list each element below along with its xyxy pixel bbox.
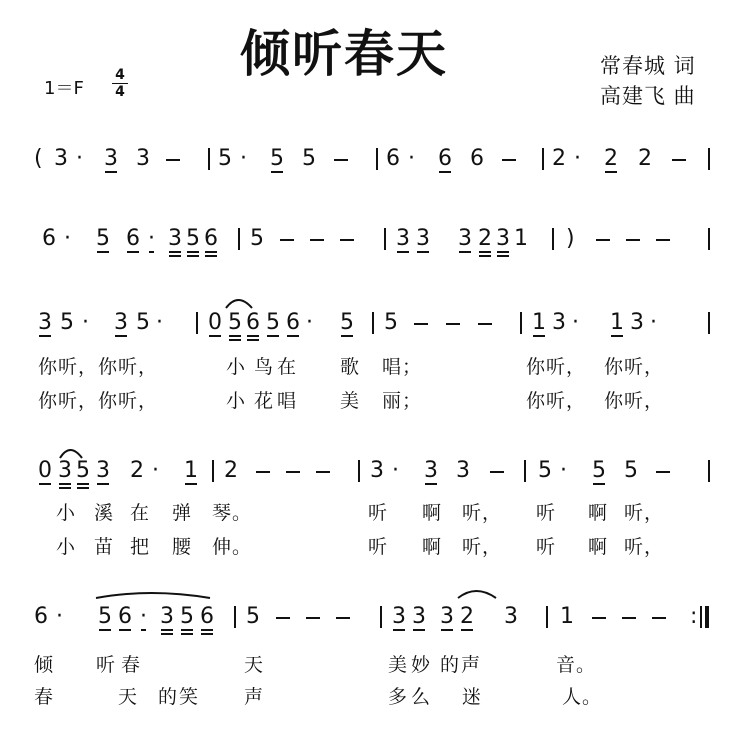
note: 0 [38, 458, 52, 483]
lyric: 听， [462, 502, 503, 524]
slur-mark [458, 591, 496, 598]
lyric: 溪 [94, 502, 115, 524]
note: · [572, 310, 579, 335]
note: 2 [478, 226, 492, 251]
lyric: 把 [130, 536, 151, 558]
note: 3 [104, 146, 118, 171]
note: 1 [610, 310, 624, 335]
note: 3 [96, 458, 110, 483]
lyric: 伸。 [212, 536, 253, 558]
dash [656, 471, 670, 473]
note: 5 [270, 146, 284, 171]
note: 0 [208, 310, 222, 335]
note: 6 [200, 604, 214, 629]
lyric: 春 [34, 686, 55, 708]
note: 5 [624, 458, 638, 483]
note: 6 [126, 226, 140, 251]
note: 6 [246, 310, 260, 335]
time-signature-bottom: 4 [115, 84, 125, 100]
note: · [574, 146, 581, 171]
note: 6 [34, 604, 48, 629]
barline [212, 460, 214, 482]
note: 6 [204, 226, 218, 251]
note: 3 [114, 310, 128, 335]
note: · [148, 226, 155, 251]
note: 3 [504, 604, 518, 629]
note: 6 [470, 146, 484, 171]
note: 3 [424, 458, 438, 483]
dash [286, 471, 300, 473]
note: 3 [396, 226, 410, 251]
dash [306, 617, 320, 619]
lyricist-credit: 常春城 词 [600, 54, 696, 78]
note: · [650, 310, 657, 335]
lyric: 美 [340, 390, 361, 412]
note: 5 [76, 458, 90, 483]
note: 2 [224, 458, 238, 483]
lyric: 在 [130, 502, 151, 524]
lyric: 听 [536, 502, 557, 524]
barline [700, 606, 702, 628]
note: 2 [604, 146, 618, 171]
lyric: 你听， [526, 390, 587, 412]
note: 5 [246, 604, 260, 629]
lyric: 腰 [172, 536, 193, 558]
note: 5 [266, 310, 280, 335]
note: 1 [532, 310, 546, 335]
key-signature: 1＝F [44, 78, 84, 99]
dash [316, 471, 330, 473]
note: 2 [460, 604, 474, 629]
barline [546, 606, 548, 628]
note: 5 [538, 458, 552, 483]
note: 5 [98, 604, 112, 629]
dash [336, 617, 350, 619]
note: 5 [384, 310, 398, 335]
note: 5 [186, 226, 200, 251]
lyric: 花唱 [254, 390, 301, 412]
note: 3 [38, 310, 52, 335]
lyric: 小 [226, 356, 247, 378]
note: 1 [560, 604, 574, 629]
note: 3 [54, 146, 68, 171]
note: 3 [630, 310, 644, 335]
lyric: 听春 [96, 654, 147, 676]
note: · [76, 146, 83, 171]
note: 3 [496, 226, 510, 251]
note: 5 [340, 310, 354, 335]
note: 3 [552, 310, 566, 335]
lyric: 你听， [604, 390, 665, 412]
note: ( [34, 146, 43, 171]
note: 3 [412, 604, 426, 629]
note: · [240, 146, 247, 171]
lyric: 美妙 [388, 654, 435, 676]
note: 3 [392, 604, 406, 629]
barline [358, 460, 360, 482]
lyric: 弹 [172, 502, 193, 524]
lyric: 音。 [556, 654, 597, 676]
note: 2 [638, 146, 652, 171]
lyric: 丽； [382, 390, 423, 412]
note: · [152, 458, 159, 483]
lyric: 听， [624, 536, 665, 558]
note: 5 [180, 604, 194, 629]
note: 6 [438, 146, 452, 171]
note: 3 [168, 226, 182, 251]
lyric: 听 [368, 502, 389, 524]
note: 3 [136, 146, 150, 171]
lyric: 天 [244, 654, 265, 676]
lyric: 小 [56, 536, 77, 558]
slur-mark [226, 300, 252, 308]
note: 5 [136, 310, 150, 335]
note: 3 [458, 226, 472, 251]
lyric: 琴。 [212, 502, 253, 524]
lyric: 迷 [462, 686, 483, 708]
note: · [140, 604, 147, 629]
final-barline [705, 606, 709, 628]
note: 6 [42, 226, 56, 251]
dash [622, 617, 636, 619]
lyric: 听 [368, 536, 389, 558]
note: 1 [184, 458, 198, 483]
note: · [64, 226, 71, 251]
notation-line-4 [0, 458, 750, 498]
dash [276, 617, 290, 619]
dash [256, 471, 270, 473]
song-title: 倾听春天 [240, 25, 448, 83]
note: 3 [160, 604, 174, 629]
note: 5 [250, 226, 264, 251]
dash [652, 617, 666, 619]
note: 6 [386, 146, 400, 171]
note: 3 [416, 226, 430, 251]
time-signature-top: 4 [115, 67, 125, 83]
lyric: 听 [536, 536, 557, 558]
dash [490, 471, 504, 473]
note: · [306, 310, 313, 335]
lyric: 听， [462, 536, 503, 558]
note: 5 [302, 146, 316, 171]
lyric: 声 [244, 686, 265, 708]
note: 5 [60, 310, 74, 335]
lyric: 听， [624, 502, 665, 524]
lyric: 你听，你听， [38, 390, 159, 412]
note: 5 [218, 146, 232, 171]
note: 3 [370, 458, 384, 483]
note: · [56, 604, 63, 629]
lyric: 多么 [388, 686, 435, 708]
note: 2 [552, 146, 566, 171]
dash [592, 617, 606, 619]
lyric: 啊 [588, 536, 609, 558]
lyric: 啊 [588, 502, 609, 524]
slur-mark [96, 593, 210, 598]
note: 6 [286, 310, 300, 335]
lyric: 的笑 [158, 686, 201, 708]
barline [234, 606, 236, 628]
lyric: 你听， [526, 356, 587, 378]
note: 3 [456, 458, 470, 483]
note: ) [566, 226, 575, 251]
note: 5 [228, 310, 242, 335]
note: 5 [96, 226, 110, 251]
barline [380, 606, 382, 628]
lyric: 倾 [34, 654, 55, 676]
notation-line-5 [0, 604, 750, 644]
note: · [156, 310, 163, 335]
note: · [392, 458, 399, 483]
lyric: 啊 [422, 536, 443, 558]
slur-mark [60, 450, 82, 458]
note: · [82, 310, 89, 335]
lyric: 小 [226, 390, 247, 412]
note: 3 [58, 458, 72, 483]
lyric: 小 [56, 502, 77, 524]
lyric: 歌 [340, 356, 361, 378]
lyric: 你听， [604, 356, 665, 378]
note: 5 [592, 458, 606, 483]
repeat-dots: : [690, 604, 698, 629]
lyric: 的声 [440, 654, 483, 676]
lyric: 鸟在 [254, 356, 301, 378]
barline [524, 460, 526, 482]
barline [708, 460, 710, 482]
note: 6 [118, 604, 132, 629]
lyric: 苗 [94, 536, 115, 558]
note: · [560, 458, 567, 483]
note: 1 [514, 226, 528, 251]
composer-credit: 高建飞 曲 [600, 84, 696, 108]
note: · [408, 146, 415, 171]
lyric: 人。 [562, 686, 603, 708]
note: 2 [130, 458, 144, 483]
lyric: 唱； [382, 356, 423, 378]
lyric: 你听，你听， [38, 356, 159, 378]
note: 3 [440, 604, 454, 629]
lyric: 天 [118, 686, 139, 708]
lyric: 啊 [422, 502, 443, 524]
